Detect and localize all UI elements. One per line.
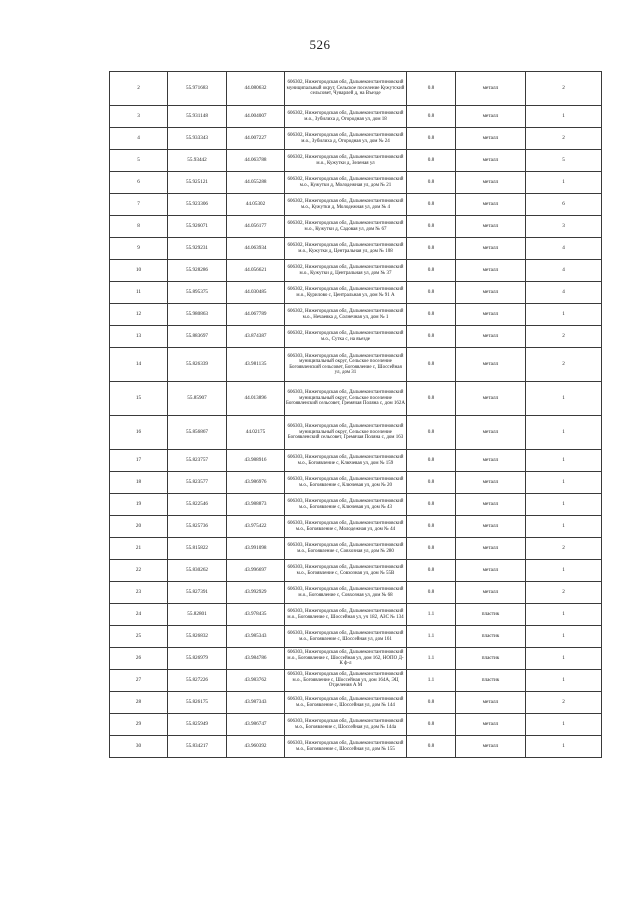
table-row xyxy=(110,128,602,150)
material-cell: металл xyxy=(456,304,526,326)
longitude-cell: 44.063788 xyxy=(227,150,285,172)
material-cell: металл xyxy=(456,72,526,106)
row-number-cell: 9 xyxy=(110,238,168,260)
table-row xyxy=(110,692,602,714)
volume-cell: 0.8 xyxy=(407,260,456,282)
row-number-cell: 29 xyxy=(110,714,168,736)
row-number-cell: 25 xyxy=(110,626,168,648)
count-cell: 1 xyxy=(526,516,602,538)
longitude-cell: 43.981135 xyxy=(227,348,285,382)
latitude-cell: 55.826979 xyxy=(168,648,227,670)
container-sites-table xyxy=(109,71,602,758)
material-cell: металл xyxy=(456,106,526,128)
address-cell: 606303, Нижегородская обл, Дальнеконстантиновский м.о., Богоявление с, Шоссейная ул, дом 164А, ЭЦ Отделения А М xyxy=(285,670,407,692)
count-cell: 5 xyxy=(526,150,602,172)
row-number-cell: 16 xyxy=(110,416,168,450)
row-number-cell: 13 xyxy=(110,326,168,348)
volume-cell: 0.8 xyxy=(407,450,456,472)
volume-cell: 0.8 xyxy=(407,238,456,260)
longitude-cell: 44.063934 xyxy=(227,238,285,260)
count-cell: 1 xyxy=(526,714,602,736)
latitude-cell: 55.815822 xyxy=(168,538,227,560)
address-cell: 606302, Нижегородская обл, Дальнеконстантиновский м.о., Кужутки д, Зеленая ул xyxy=(285,150,407,172)
address-cell: 606302, Нижегородская обл, Дальнеконстантиновский м.о., Кужутки д, Молодежная ул, дом № 4 xyxy=(285,194,407,216)
material-cell: металл xyxy=(456,260,526,282)
longitude-cell: 43.987343 xyxy=(227,692,285,714)
longitude-cell: 43.991098 xyxy=(227,538,285,560)
count-cell: 1 xyxy=(526,494,602,516)
count-cell: 1 xyxy=(526,416,602,450)
volume-cell: 0.8 xyxy=(407,128,456,150)
count-cell: 3 xyxy=(526,216,602,238)
page-number: 526 xyxy=(309,37,331,52)
table-row xyxy=(110,260,602,282)
latitude-cell: 55.825736 xyxy=(168,516,227,538)
table-row xyxy=(110,560,602,582)
latitude-cell: 55.980863 xyxy=(168,304,227,326)
material-cell: пластик xyxy=(456,648,526,670)
volume-cell: 0.8 xyxy=(407,494,456,516)
table-row xyxy=(110,72,602,106)
volume-cell: 0.8 xyxy=(407,282,456,304)
table-row xyxy=(110,714,602,736)
count-cell: 6 xyxy=(526,194,602,216)
material-cell: металл xyxy=(456,736,526,758)
row-number-cell: 21 xyxy=(110,538,168,560)
address-cell: 606302, Нижегородская обл, Дальнеконстантиновский м.о., Сутка с, на въезде xyxy=(285,326,407,348)
address-cell: 606302, Нижегородская обл, Дальнеконстантиновский м.о., Кужутки д, Центральная ул, дом № 37 xyxy=(285,260,407,282)
longitude-cell: 43.985343 xyxy=(227,626,285,648)
table-row xyxy=(110,604,602,626)
longitude-cell: 43.986976 xyxy=(227,472,285,494)
material-cell: пластик xyxy=(456,670,526,692)
longitude-cell: 43.988873 xyxy=(227,494,285,516)
row-number-cell: 23 xyxy=(110,582,168,604)
volume-cell: 0.8 xyxy=(407,382,456,416)
volume-cell: 0.8 xyxy=(407,194,456,216)
volume-cell: 0.8 xyxy=(407,72,456,106)
material-cell: металл xyxy=(456,714,526,736)
row-number-cell: 17 xyxy=(110,450,168,472)
longitude-cell: 43.984786 xyxy=(227,648,285,670)
material-cell: металл xyxy=(456,538,526,560)
material-cell: металл xyxy=(456,326,526,348)
longitude-cell: 44.02175 xyxy=(227,416,285,450)
volume-cell: 0.8 xyxy=(407,216,456,238)
latitude-cell: 55.822546 xyxy=(168,494,227,516)
count-cell: 1 xyxy=(526,304,602,326)
row-number-cell: 6 xyxy=(110,172,168,194)
latitude-cell: 55.883697 xyxy=(168,326,227,348)
row-number-cell: 2 xyxy=(110,72,168,106)
volume-cell: 0.8 xyxy=(407,172,456,194)
latitude-cell: 55.856867 xyxy=(168,416,227,450)
material-cell: пластик xyxy=(456,626,526,648)
latitude-cell: 55.823577 xyxy=(168,472,227,494)
row-number-cell: 26 xyxy=(110,648,168,670)
volume-cell: 0.8 xyxy=(407,714,456,736)
count-cell: 1 xyxy=(526,382,602,416)
count-cell: 2 xyxy=(526,326,602,348)
address-cell: 606303, Нижегородская обл, Дальнеконстантиновский м.о., Богоявление с, Шоссейная ул, дом 161 xyxy=(285,626,407,648)
count-cell: 2 xyxy=(526,128,602,150)
volume-cell: 0.8 xyxy=(407,538,456,560)
count-cell: 1 xyxy=(526,736,602,758)
count-cell: 1 xyxy=(526,670,602,692)
address-cell: 606302, Нижегородская обл, Дальнеконстантиновский м.о., Кужутки д, Центральная ул, дом № 108 xyxy=(285,238,407,260)
row-number-cell: 14 xyxy=(110,348,168,382)
row-number-cell: 24 xyxy=(110,604,168,626)
table-row xyxy=(110,494,602,516)
address-cell: 606303, Нижегородская обл, Дальнеконстантиновский м.о., Богоявление с, Шоссейная ул, дом № 155 xyxy=(285,736,407,758)
latitude-cell: 55.825949 xyxy=(168,714,227,736)
address-cell: 606303, Нижегородская обл, Дальнеконстантиновский м.о., Богоявление с, Ключевая ул, дом № 43 xyxy=(285,494,407,516)
latitude-cell: 55.926071 xyxy=(168,216,227,238)
latitude-cell: 55.928286 xyxy=(168,260,227,282)
longitude-cell: 44.055288 xyxy=(227,172,285,194)
material-cell: металл xyxy=(456,128,526,150)
longitude-cell: 44.05302 xyxy=(227,194,285,216)
material-cell: металл xyxy=(456,450,526,472)
table-row xyxy=(110,416,602,450)
row-number-cell: 27 xyxy=(110,670,168,692)
volume-cell: 0.8 xyxy=(407,582,456,604)
table-row xyxy=(110,326,602,348)
latitude-cell: 55.827226 xyxy=(168,670,227,692)
latitude-cell: 55.823757 xyxy=(168,450,227,472)
volume-cell: 1.1 xyxy=(407,626,456,648)
row-number-cell: 3 xyxy=(110,106,168,128)
volume-cell: 0.8 xyxy=(407,150,456,172)
table-row xyxy=(110,172,602,194)
address-cell: 606302, Нижегородская обл, Дальнеконстантиновский м.о., Нечаевка д, Солнечная ул, дом № 1 xyxy=(285,304,407,326)
count-cell: 1 xyxy=(526,172,602,194)
latitude-cell: 55.827391 xyxy=(168,582,227,604)
address-cell: 606302, Нижегородская обл, Дальнеконстантиновский м.о., Зубилиха д, Огородная ул, дом 18 xyxy=(285,106,407,128)
row-number-cell: 22 xyxy=(110,560,168,582)
table-row xyxy=(110,538,602,560)
row-number-cell: 5 xyxy=(110,150,168,172)
material-cell: металл xyxy=(456,282,526,304)
latitude-cell: 55.834217 xyxy=(168,736,227,758)
table-row xyxy=(110,670,602,692)
longitude-cell: 43.983762 xyxy=(227,670,285,692)
latitude-cell: 55.923306 xyxy=(168,194,227,216)
material-cell: металл xyxy=(456,348,526,382)
longitude-cell: 44.080632 xyxy=(227,72,285,106)
volume-cell: 0.8 xyxy=(407,348,456,382)
address-cell: 606302, Нижегородская обл, Дальнеконстантиновский м.о., Кужутки д, Садовая ул, дом № 67 xyxy=(285,216,407,238)
volume-cell: 0.8 xyxy=(407,106,456,128)
address-cell: 606303, Нижегородская обл, Дальнеконстантиновский м.о., Богоявление с, Шоссейная ул, дом № 144 xyxy=(285,692,407,714)
material-cell: металл xyxy=(456,216,526,238)
material-cell: металл xyxy=(456,416,526,450)
volume-cell: 0.8 xyxy=(407,516,456,538)
row-number-cell: 20 xyxy=(110,516,168,538)
row-number-cell: 4 xyxy=(110,128,168,150)
table-row xyxy=(110,450,602,472)
material-cell: пластик xyxy=(456,604,526,626)
table-row xyxy=(110,304,602,326)
table-row xyxy=(110,238,602,260)
latitude-cell: 55.826832 xyxy=(168,626,227,648)
table-row xyxy=(110,582,602,604)
volume-cell: 0.8 xyxy=(407,736,456,758)
address-cell: 606303, Нижегородская обл, Дальнеконстантиновский м.о., Богоявление с, Шоссейная ул, уч 182, АЗС № 134 xyxy=(285,604,407,626)
count-cell: 1 xyxy=(526,106,602,128)
longitude-cell: 44.004007 xyxy=(227,106,285,128)
longitude-cell: 43.978435 xyxy=(227,604,285,626)
count-cell: 2 xyxy=(526,72,602,106)
volume-cell: 1.1 xyxy=(407,648,456,670)
longitude-cell: 44.013896 xyxy=(227,382,285,416)
latitude-cell: 55.925121 xyxy=(168,172,227,194)
material-cell: металл xyxy=(456,472,526,494)
material-cell: металл xyxy=(456,172,526,194)
table-row xyxy=(110,736,602,758)
longitude-cell: 43.996697 xyxy=(227,560,285,582)
volume-cell: 1.1 xyxy=(407,604,456,626)
table-row xyxy=(110,348,602,382)
address-cell: 606302, Нижегородская обл, Дальнеконстантиновский м.о., Курилово с, Центральная ул, дом № 91 А xyxy=(285,282,407,304)
latitude-cell: 55.826175 xyxy=(168,692,227,714)
count-cell: 4 xyxy=(526,260,602,282)
count-cell: 2 xyxy=(526,348,602,382)
table-row xyxy=(110,516,602,538)
material-cell: металл xyxy=(456,582,526,604)
row-number-cell: 10 xyxy=(110,260,168,282)
row-number-cell: 19 xyxy=(110,494,168,516)
table-row xyxy=(110,282,602,304)
table-row xyxy=(110,106,602,128)
latitude-cell: 55.85907 xyxy=(168,382,227,416)
volume-cell: 1.1 xyxy=(407,670,456,692)
count-cell: 4 xyxy=(526,238,602,260)
longitude-cell: 44.056621 xyxy=(227,260,285,282)
table-row xyxy=(110,194,602,216)
longitude-cell: 43.960392 xyxy=(227,736,285,758)
material-cell: металл xyxy=(456,150,526,172)
material-cell: металл xyxy=(456,692,526,714)
material-cell: металл xyxy=(456,560,526,582)
longitude-cell: 44.067789 xyxy=(227,304,285,326)
count-cell: 2 xyxy=(526,692,602,714)
row-number-cell: 12 xyxy=(110,304,168,326)
row-number-cell: 18 xyxy=(110,472,168,494)
longitude-cell: 43.975422 xyxy=(227,516,285,538)
longitude-cell: 43.874387 xyxy=(227,326,285,348)
volume-cell: 0.8 xyxy=(407,692,456,714)
longitude-cell: 43.988916 xyxy=(227,450,285,472)
address-cell: 606303, Нижегородская обл, Дальнеконстантиновский м.о., Богоявление с, Совхозная ул, дом № 55В xyxy=(285,560,407,582)
count-cell: 2 xyxy=(526,582,602,604)
latitude-cell: 55.933343 xyxy=(168,128,227,150)
longitude-cell: 44.007227 xyxy=(227,128,285,150)
volume-cell: 0.8 xyxy=(407,326,456,348)
row-number-cell: 28 xyxy=(110,692,168,714)
material-cell: металл xyxy=(456,382,526,416)
address-cell: 606303, Нижегородская обл, Дальнеконстантиновский м.о., Богоявление с, Ключевая ул, дом № 20 xyxy=(285,472,407,494)
volume-cell: 0.8 xyxy=(407,472,456,494)
row-number-cell: 8 xyxy=(110,216,168,238)
material-cell: металл xyxy=(456,516,526,538)
count-cell: 2 xyxy=(526,538,602,560)
address-cell: 606302, Нижегородская обл, Дальнеконстантиновский м.о., Зубилиха д, Огородная ул, дом № 24 xyxy=(285,128,407,150)
table-row xyxy=(110,626,602,648)
address-cell: 606302, Нижегородская обл, Дальнеконстантиновский м.о., Кужутки д, Молодежная ул, дом № 21 xyxy=(285,172,407,194)
address-cell: 606303, Нижегородская обл, Дальнеконстантиновский м.о., Богоявление с, Совхозная ул, дом № 68 xyxy=(285,582,407,604)
longitude-cell: 44.030485 xyxy=(227,282,285,304)
volume-cell: 0.8 xyxy=(407,416,456,450)
material-cell: металл xyxy=(456,238,526,260)
address-cell: 606303, Нижегородская обл, Дальнеконстантиновский м.о., Богоявление с, Шоссейная ул, дом № 144а xyxy=(285,714,407,736)
latitude-cell: 55.971683 xyxy=(168,72,227,106)
count-cell: 1 xyxy=(526,560,602,582)
address-cell: 606303, Нижегородская обл, Дальнеконстантиновский муниципальный округ, Сельское поселение Богоявленский сельсовет, Гремячая Поляна с, дом 163 xyxy=(285,416,407,450)
row-number-cell: 7 xyxy=(110,194,168,216)
address-cell: 606303, Нижегородская обл, Дальнеконстантиновский муниципальный округ, Сельское поселение Богоявленский сельсовет, Богоявление с, Шоссейная ул, дом 31 xyxy=(285,348,407,382)
table-row xyxy=(110,382,602,416)
latitude-cell: 55.830262 xyxy=(168,560,227,582)
material-cell: металл xyxy=(456,194,526,216)
latitude-cell: 55.82801 xyxy=(168,604,227,626)
address-cell: 606303, Нижегородская обл, Дальнеконстантиновский м.о., Богоявление с, Молодежная ул, дом № 44 xyxy=(285,516,407,538)
address-cell: 606303, Нижегородская обл, Дальнеконстантиновский м.о., Богоявление с, Ключевая ул, дом № 159 xyxy=(285,450,407,472)
table-body xyxy=(110,72,602,758)
table-row xyxy=(110,472,602,494)
count-cell: 1 xyxy=(526,604,602,626)
row-number-cell: 15 xyxy=(110,382,168,416)
material-cell: металл xyxy=(456,494,526,516)
table-row xyxy=(110,216,602,238)
latitude-cell: 55.931148 xyxy=(168,106,227,128)
volume-cell: 0.8 xyxy=(407,560,456,582)
latitude-cell: 55.929231 xyxy=(168,238,227,260)
address-cell: 606303, Нижегородская обл, Дальнеконстантиновский м.о., Богоявление с, Шоссейная ул, дом 162, НОПО Д-К ф-л xyxy=(285,648,407,670)
count-cell: 1 xyxy=(526,626,602,648)
longitude-cell: 44.056177 xyxy=(227,216,285,238)
latitude-cell: 55.826339 xyxy=(168,348,227,382)
count-cell: 1 xyxy=(526,648,602,670)
address-cell: 606302, Нижегородская обл, Дальнеконстантиновский муниципальный округ, Сельское поселение Кужутский сельсовет, Чуварлей д, на Въезде xyxy=(285,72,407,106)
latitude-cell: 55.895375 xyxy=(168,282,227,304)
longitude-cell: 43.986747 xyxy=(227,714,285,736)
count-cell: 4 xyxy=(526,282,602,304)
latitude-cell: 55.93442 xyxy=(168,150,227,172)
count-cell: 1 xyxy=(526,472,602,494)
address-cell: 606303, Нижегородская обл, Дальнеконстантиновский м.о., Богоявление с, Совхозная ул, дом № 280 xyxy=(285,538,407,560)
longitude-cell: 43.992929 xyxy=(227,582,285,604)
table-row xyxy=(110,150,602,172)
address-cell: 606303, Нижегородская обл, Дальнеконстантиновский муниципальный округ, Сельское поселение Богоявленский сельсовет, Гремячая Поляна с, дом 162А xyxy=(285,382,407,416)
row-number-cell: 30 xyxy=(110,736,168,758)
table-row xyxy=(110,648,602,670)
count-cell: 1 xyxy=(526,450,602,472)
volume-cell: 0.8 xyxy=(407,304,456,326)
row-number-cell: 11 xyxy=(110,282,168,304)
